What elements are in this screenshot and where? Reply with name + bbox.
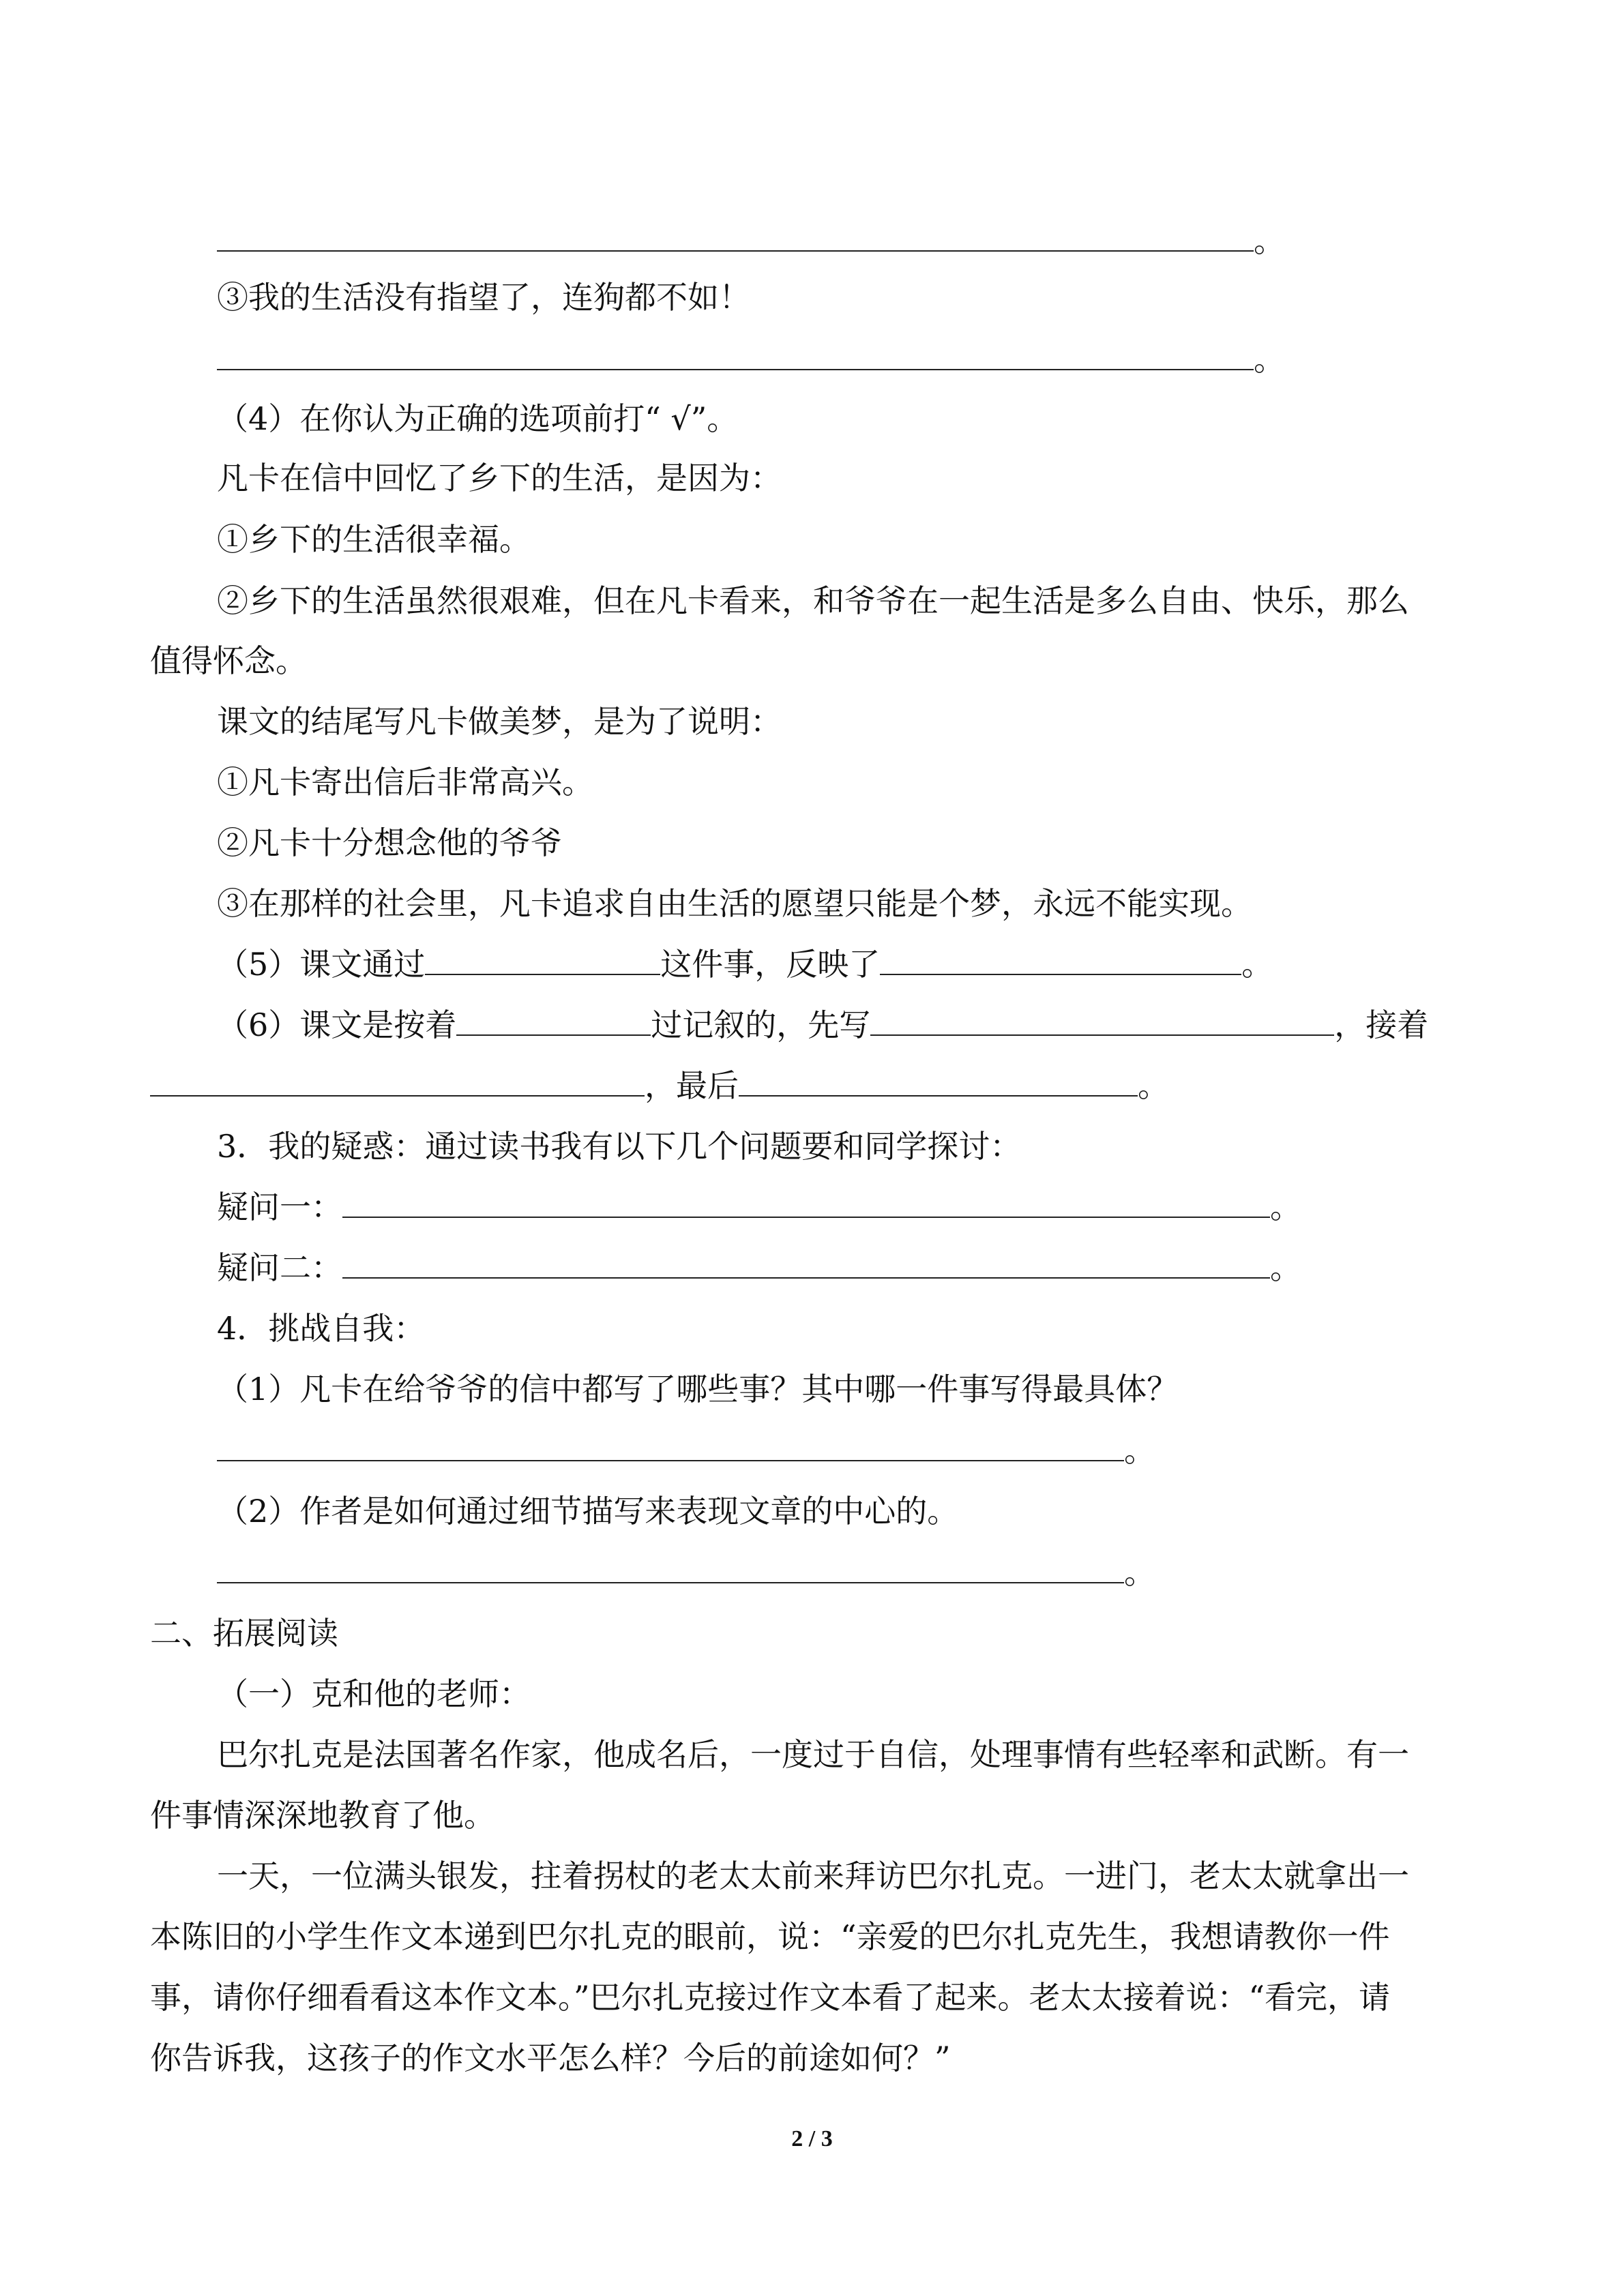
question-6: （6）课文是按着 过记叙的，先写 ，接着	[217, 1007, 1429, 1043]
section-3-title: 3．我的疑惑：通过读书我有以下几个问题要和同学探讨：	[217, 1128, 1022, 1165]
passage-title: （一）克和他的老师：	[217, 1675, 531, 1712]
doubt-2: 疑问二： 。	[217, 1249, 1301, 1286]
blank-line	[342, 1250, 1270, 1279]
blank-line	[342, 1189, 1270, 1218]
option-line: ②乡下的生活虽然很艰难，但在凡卡看来，和爷爷在一起生活是多么自由、快乐，那么	[217, 582, 1409, 619]
blank-line	[217, 1555, 1124, 1583]
challenge-q1: （1）凡卡在给爷爷的信中都写了哪些事？其中哪一件事写得最具体？	[217, 1371, 1179, 1407]
page-number: 2 / 3	[791, 2126, 833, 2151]
doubt-1: 疑问一： 。	[217, 1189, 1301, 1225]
blank-line	[217, 342, 1254, 370]
answer-line: 。	[217, 220, 1285, 262]
passage-line: 巴尔扎克是法国著名作家，他成名后，一度过于自信，处理事情有些轻率和武断。有一	[217, 1736, 1409, 1773]
option-line: ③在那样的社会里，凡卡追求自由生活的愿望只能是个梦，永远不能实现。	[217, 885, 1252, 922]
passage-line: 件事情深深地教育了他。	[150, 1797, 495, 1834]
blank-line	[880, 946, 1241, 975]
text-line: 课文的结尾写凡卡做美梦，是为了说明：	[217, 703, 782, 740]
blank-line	[150, 1068, 645, 1097]
question-6-cont: ，最后 。	[150, 1064, 1169, 1107]
option-line: ①凡卡寄出信后非常高兴。	[217, 764, 593, 801]
blank-line	[217, 1433, 1124, 1461]
section-heading: 二、拓展阅读	[150, 1615, 338, 1652]
passage-line: 你告诉我，这孩子的作文水平怎么样？今后的前途如何？”	[150, 2040, 951, 2076]
blank-line	[739, 1068, 1138, 1097]
option-line: ①乡下的生活很幸福。	[217, 521, 531, 558]
blank-line	[425, 946, 660, 975]
answer-line: 。	[217, 1551, 1155, 1594]
text-line: 凡卡在信中回忆了乡下的生活，是因为：	[217, 460, 782, 496]
question-4: （4）在你认为正确的选项前打“ √”。	[217, 400, 739, 437]
passage-line: 一天，一位满头银发，拄着拐杖的老太太前来拜访巴尔扎克。一进门，老太太就拿出一	[217, 1858, 1409, 1894]
blank-line	[456, 1007, 651, 1036]
blank-line	[870, 1007, 1334, 1036]
blank-line	[217, 223, 1254, 252]
passage-line: 事，请你仔细看看这本作文本。”巴尔扎克接过作文本看了起来。老太太接着说：“看完，请	[150, 1979, 1391, 2016]
question-5: （5）课文通过 这件事，反映了 。	[217, 946, 1273, 983]
option-line: ②凡卡十分想念他的爷爷	[217, 824, 562, 861]
answer-line: 。	[217, 338, 1285, 381]
passage-line: 本陈旧的小学生作文本递到巴尔扎克的眼前，说：“亲爱的巴尔扎克先生，我想请教你一件	[150, 1918, 1390, 1955]
text-line: ③我的生活没有指望了，连狗都不如！	[217, 279, 750, 316]
answer-line: 。	[217, 1429, 1155, 1472]
option-line-cont: 值得怀念。	[150, 642, 307, 679]
challenge-q2: （2）作者是如何通过细节描写来表现文章的中心的。	[217, 1493, 959, 1530]
section-4-title: 4．挑战自我：	[217, 1310, 426, 1347]
